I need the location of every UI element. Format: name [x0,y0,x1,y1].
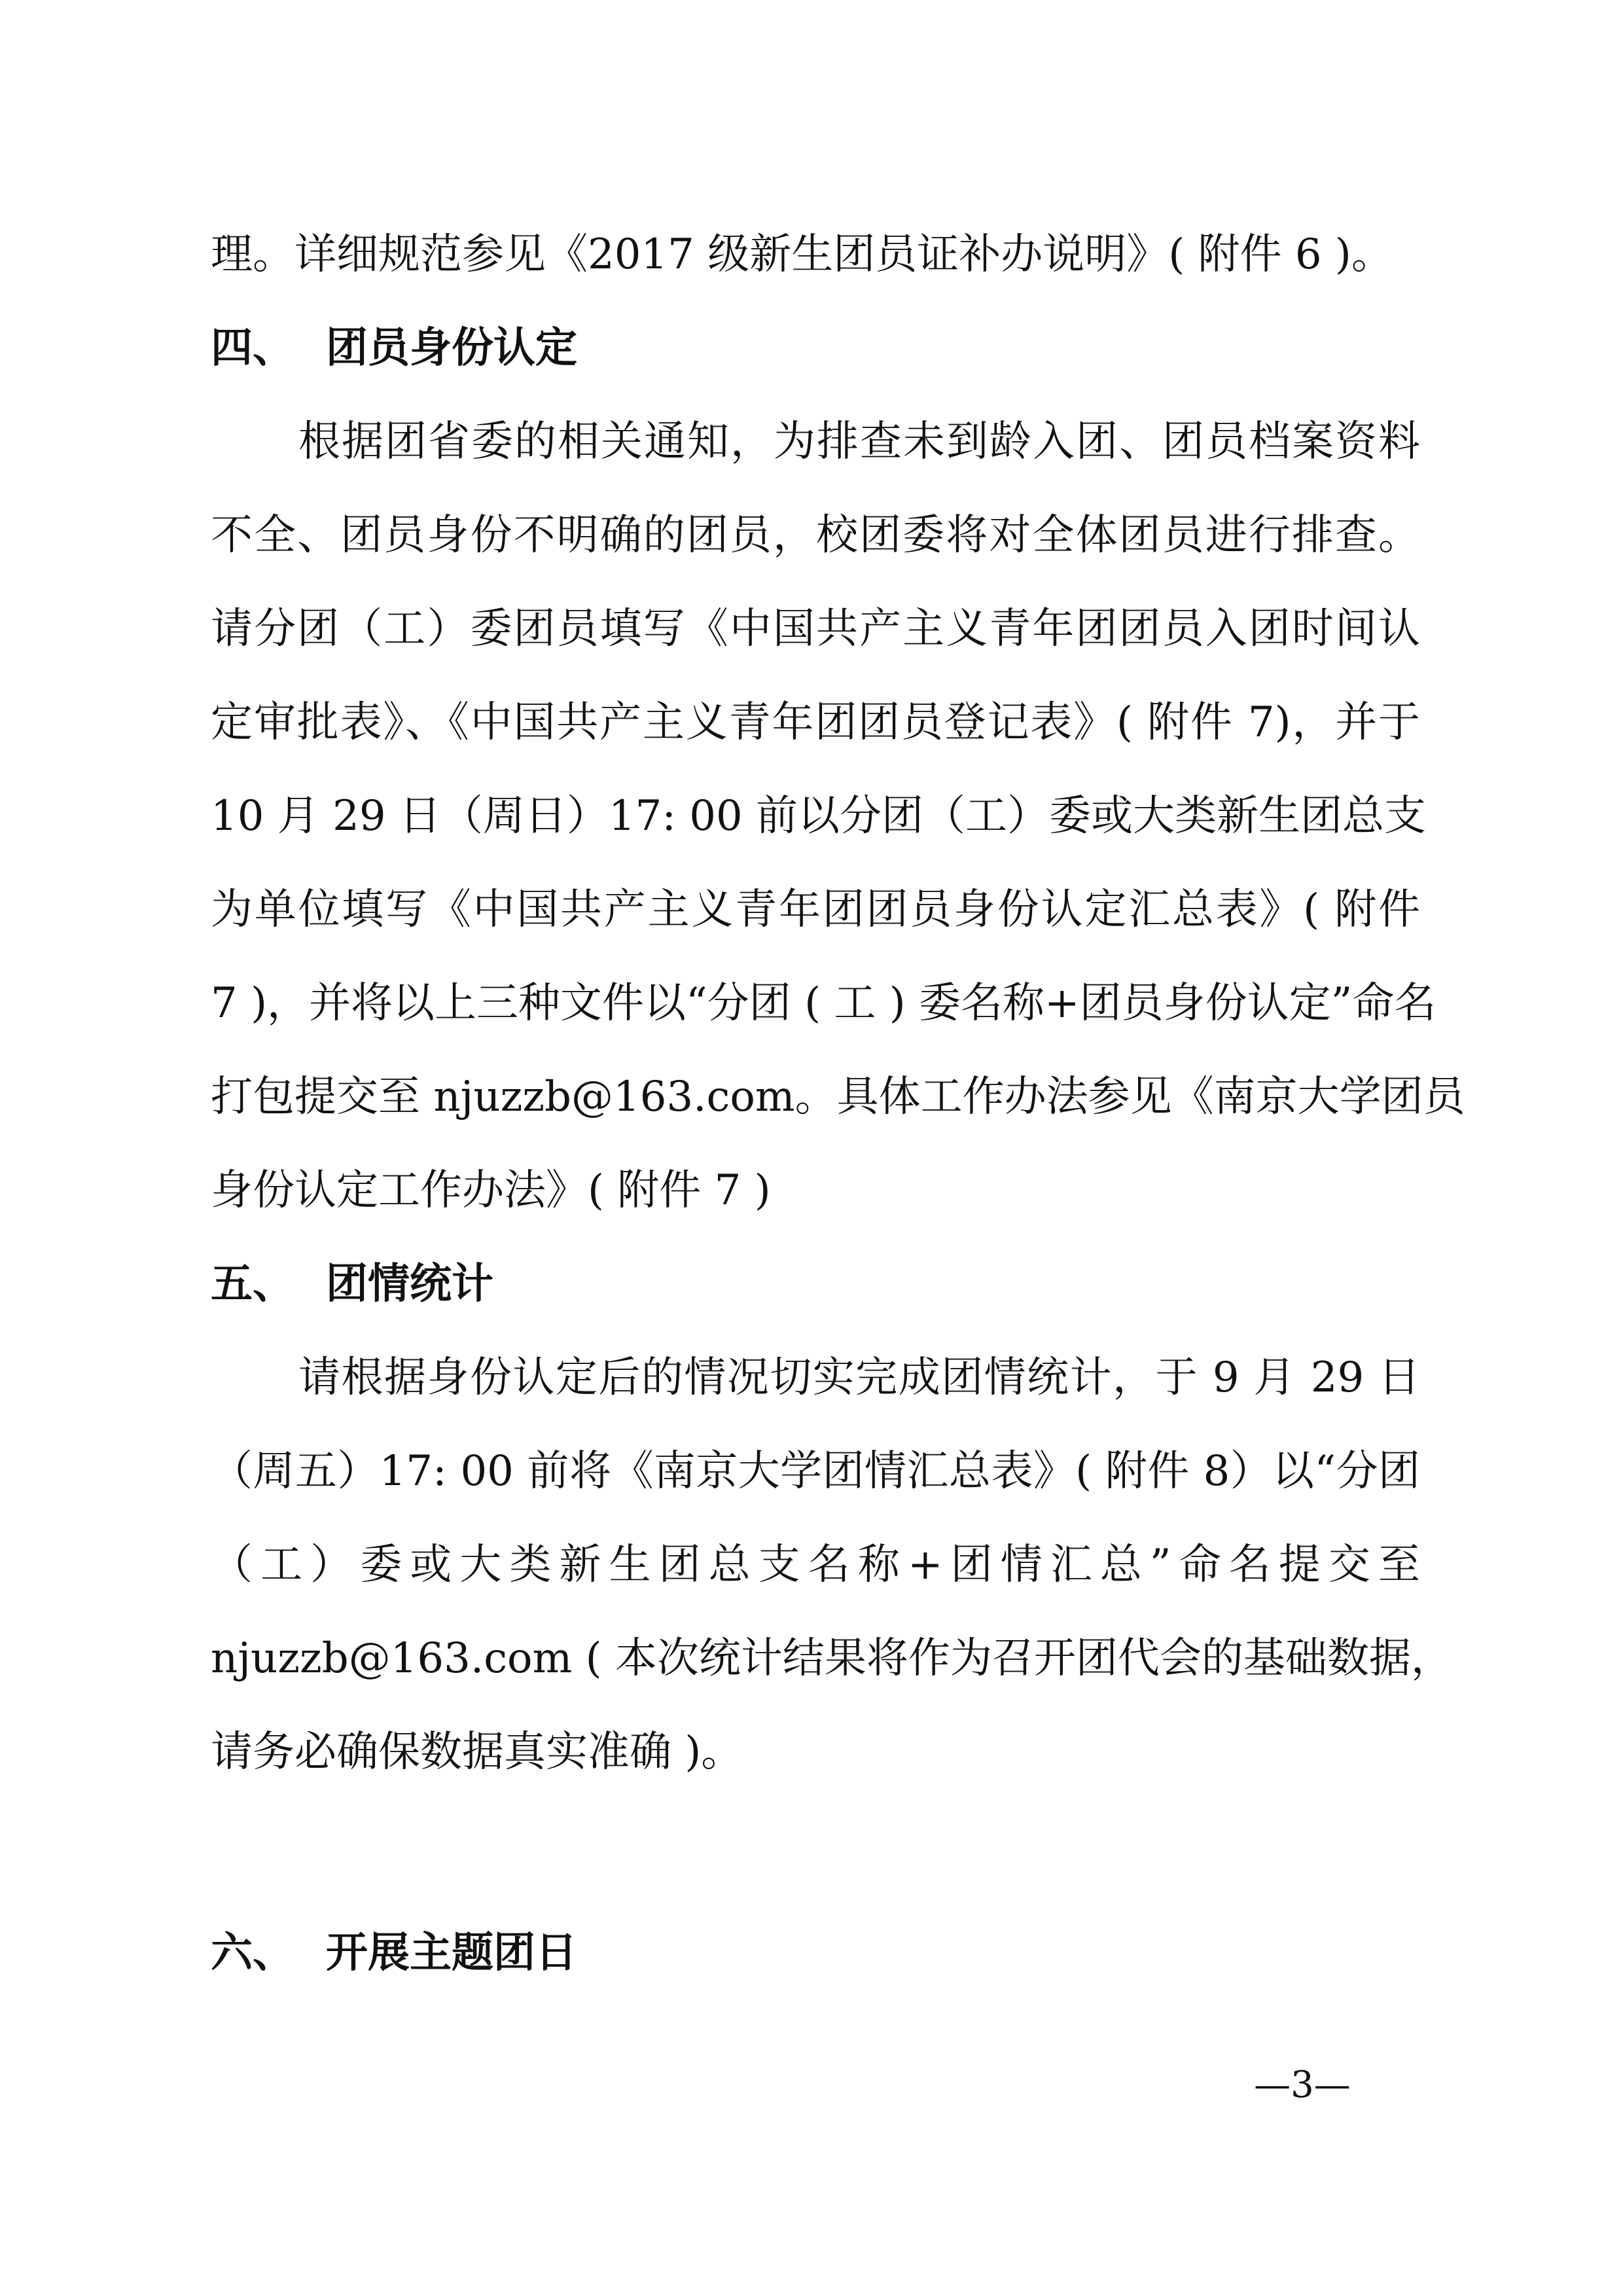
paragraph-line: 7 )，并将以上三种文件以“分团 ( 工 ) 委名称+团员身份认定”命名 [211,979,1436,1028]
section-number: 四、 [211,324,294,372]
page-number: —3— [1254,2064,1351,2106]
section-title: 团情统计 [326,1260,493,1308]
paragraph-line: （周五）17: 00 前将《南京大学团情汇总表》( 附件 8）以“分团 [211,1447,1420,1496]
paragraph-line: 请务必确保数据真实准确 )。 [211,1728,743,1776]
intro-paragraph-tail: 理。详细规范参见《2017 级新生团员证补办说明》( 附件 6 )。 [211,230,1393,279]
paragraph-line: 打包提交至 njuzzb@163.com。具体工作办法参见《南京大学团员 [211,1073,1465,1121]
paragraph-line: 请根据身份认定后的情况切实完成团情统计，于 9 月 29 日 [298,1354,1420,1402]
paragraph-line: 身份认定工作办法》( 附件 7 ) [211,1166,771,1215]
paragraph-line: 请分团（工）委团员填写《中国共产主义青年团团员入团时间认 [211,605,1420,653]
paragraph-line: （工）委或大类新生团总支名称+团情汇总”命名提交至 [211,1541,1420,1589]
section-title: 开展主题团日 [326,1929,577,1977]
section-title: 团员身份认定 [326,324,577,372]
paragraph-line: 根据团省委的相关通知，为排查未到龄入团、团员档案资料 [298,418,1420,466]
paragraph-line: 不全、团员身份不明确的团员，校团委将对全体团员进行排查。 [211,511,1420,560]
paragraph-line: 定审批表》、《中国共产主义青年团团员登记表》( 附件 7)，并于 [211,698,1420,747]
section-heading-6 [211,1922,577,1984]
section-heading-5 [211,1253,493,1316]
section-number: 五、 [211,1260,294,1308]
paragraph-line: njuzzb@163.com ( 本次统计结果将作为召开团代会的基础数据， [211,1634,1453,1683]
section-heading-4 [211,317,577,380]
paragraph-line: 10 月 29 日（周日）17: 00 前以分团（工）委或大类新生团总支 [211,792,1427,840]
paragraph-line: 为单位填写《中国共产主义青年团团员身份认定汇总表》( 附件 [211,886,1420,934]
section-number: 六、 [211,1929,294,1977]
